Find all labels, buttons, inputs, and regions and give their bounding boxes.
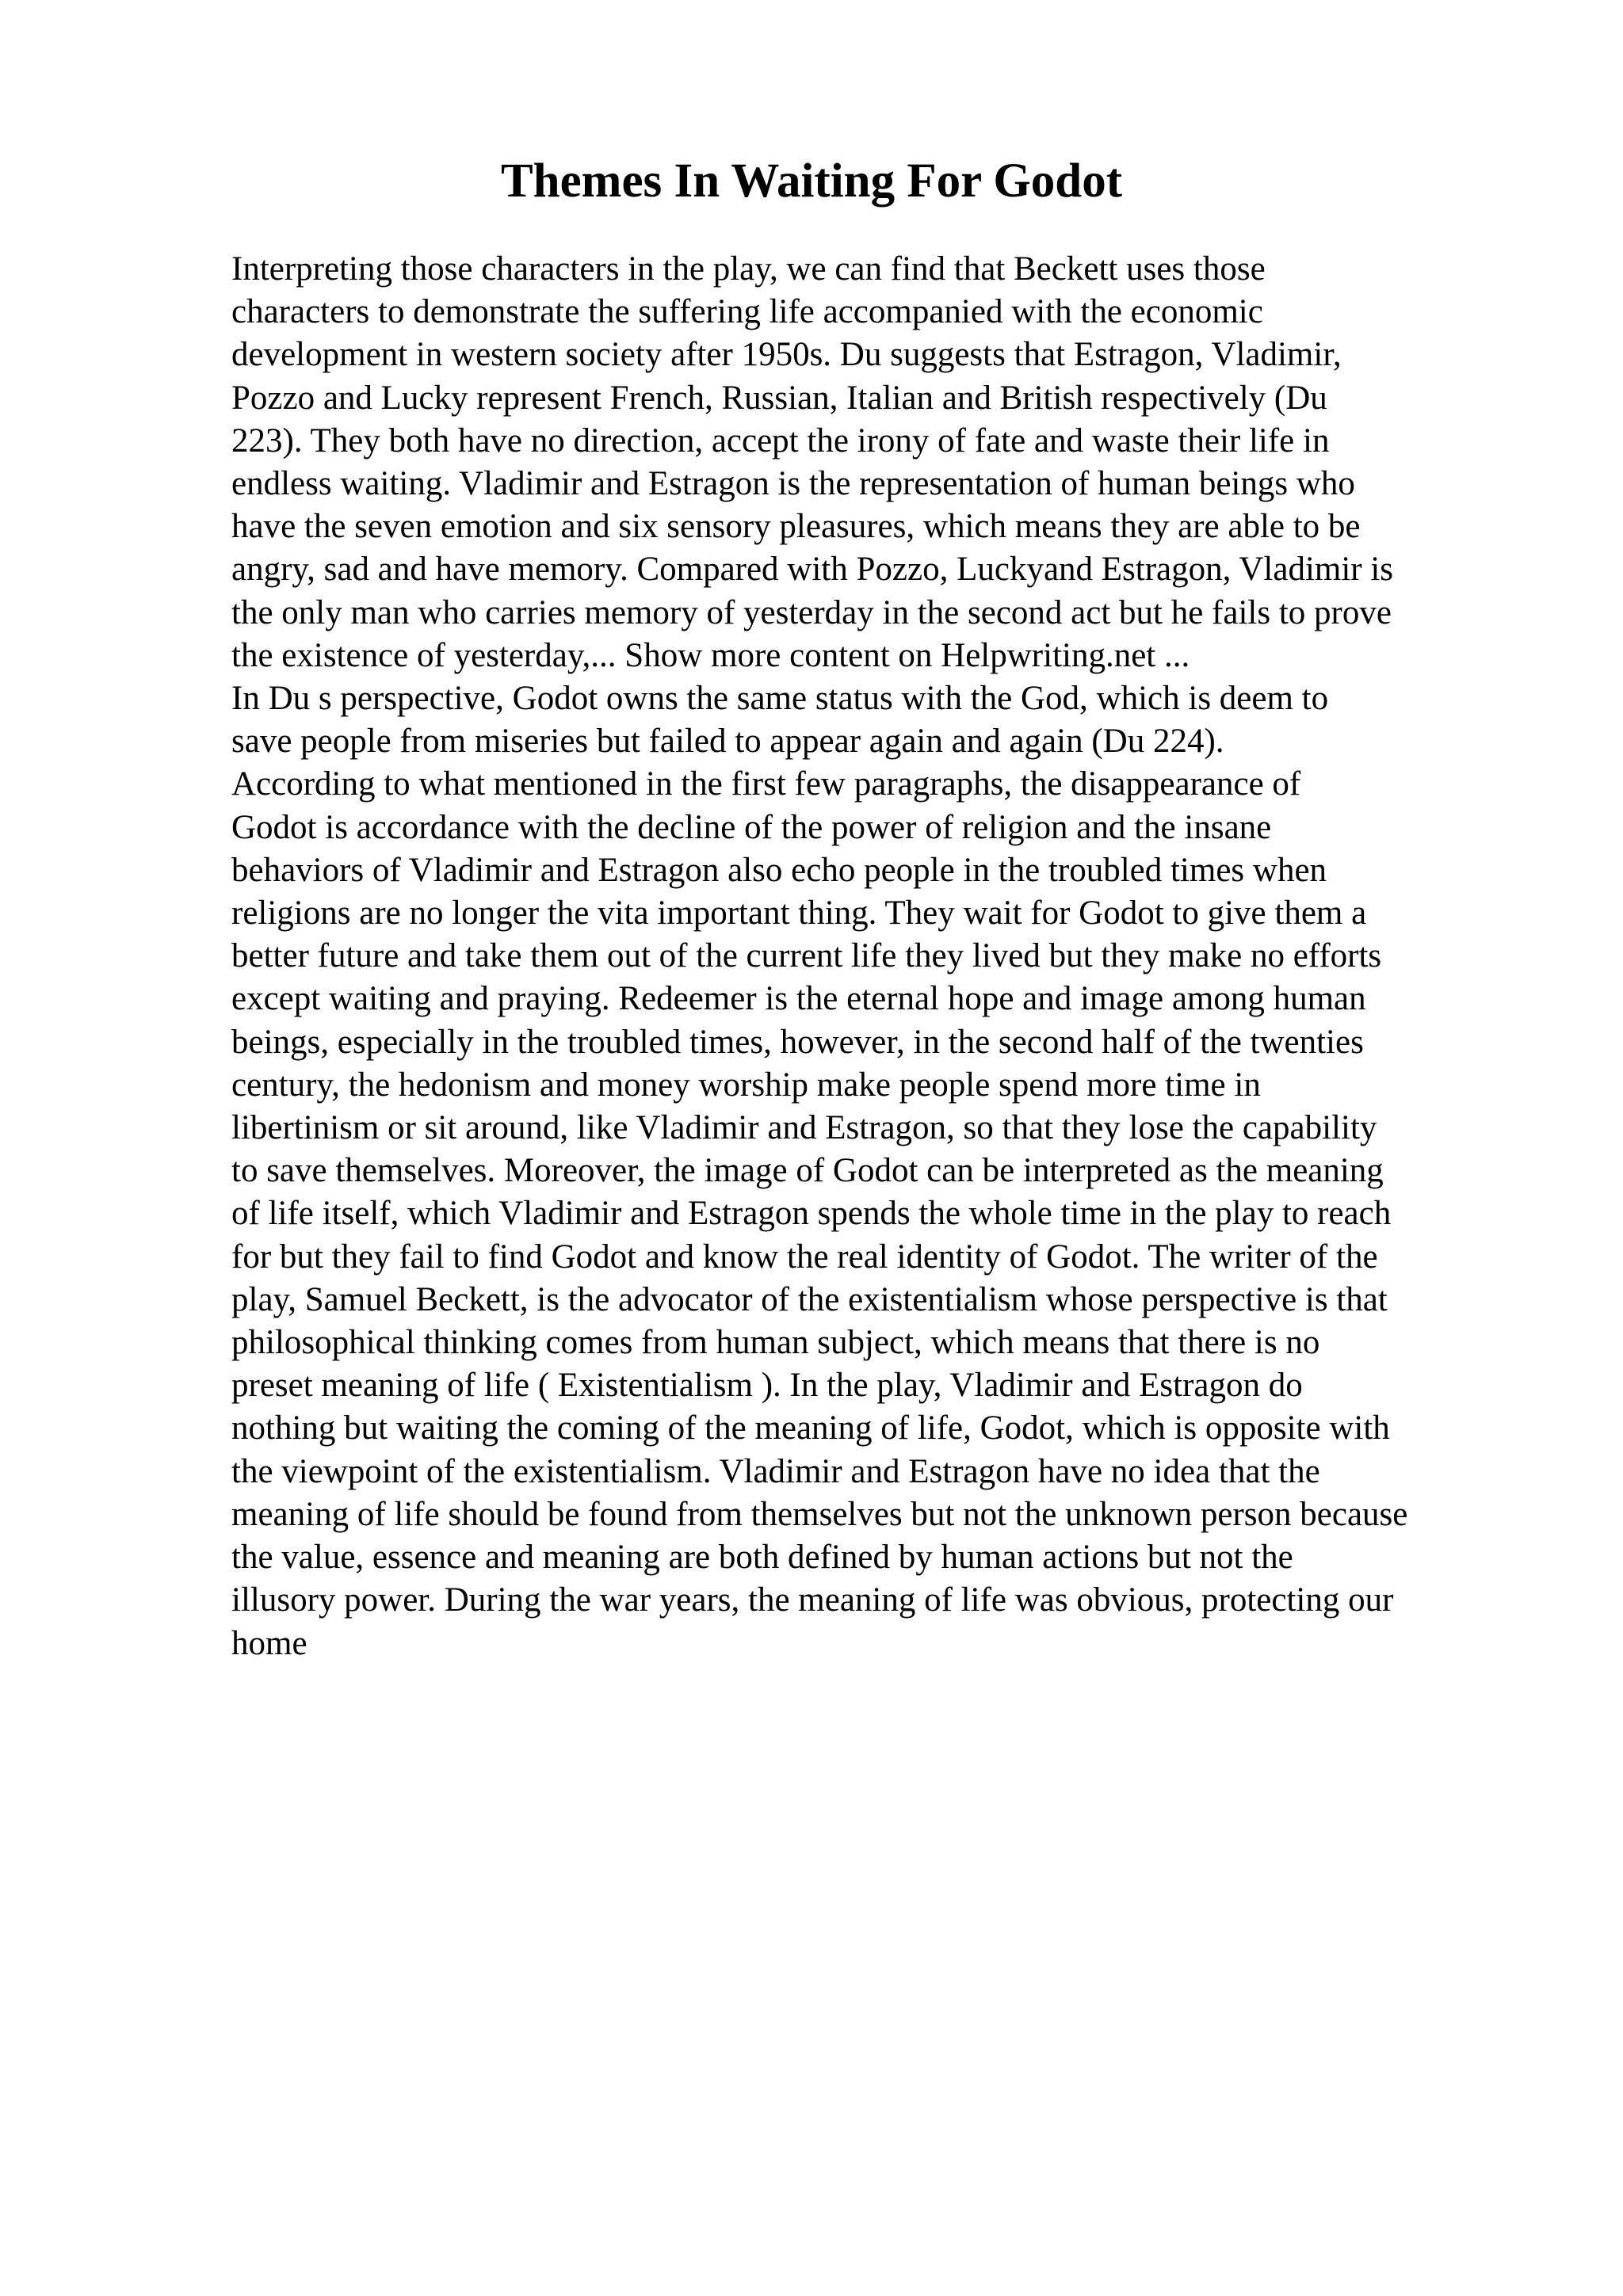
body-text-line: preset meaning of life ( Existentialism ). In the play, Vladimir and Estragon do: [231, 1367, 1303, 1405]
body-text-line: save people from miseries but failed to appear again and again (Du 224).: [231, 723, 1224, 761]
body-text-line: endless waiting. Vladimir and Estragon is the representation of human beings who: [231, 465, 1355, 503]
body-text-line: religions are no longer the vita important thing. They wait for Godot to give them a: [231, 894, 1367, 933]
body-text-line: for but they fail to find Godot and know the real identity of Godot. The writer of the: [231, 1238, 1378, 1276]
body-text-line: Interpreting those characters in the play, we can find that Beckett uses those: [231, 250, 1266, 288]
body-text-line: Godot is accordance with the decline of the power of religion and the insane: [231, 808, 1272, 846]
body-text-line: philosophical thinking comes from human subject, which means that there is no: [231, 1324, 1320, 1362]
body-text-line: development in western society after 1950s. Du suggests that Estragon, Vladimir,: [231, 336, 1342, 374]
body-text-line: behaviors of Vladimir and Estragon also echo people in the troubled times when: [231, 851, 1327, 889]
body-text-line: the only man who carries memory of yesterday in the second act but he fails to prove: [231, 593, 1392, 631]
document-title: Themes In Waiting For Godot: [500, 154, 1123, 208]
body-text-line: libertinism or sit around, like Vladimir and Estragon, so that they lose the capability: [231, 1109, 1377, 1147]
body-text-line: the viewpoint of the existentialism. Vladimir and Estragon have no idea that the: [231, 1452, 1320, 1490]
body-text-line: except waiting and praying. Redeemer is the eternal hope and image among human: [231, 980, 1366, 1018]
document-body: [231, 248, 1515, 1665]
body-text-line: of life itself, which Vladimir and Estragon spends the whole time in the play to reach: [231, 1195, 1392, 1233]
body-text-line: According to what mentioned in the first few paragraphs, the disappearance of: [231, 765, 1301, 803]
body-text-line: In Du s perspective, Godot owns the same status with the God, which is deem to: [231, 680, 1329, 718]
body-text-line: have the seven emotion and six sensory pleasures, which means they are able to be: [231, 508, 1361, 546]
body-text-line: angry, sad and have memory. Compared with Pozzo, Luckyand Estragon, Vladimir is: [231, 551, 1394, 589]
body-text-line: the value, essence and meaning are both defined by human actions but not the: [231, 1539, 1293, 1577]
body-text-line: beings, especially in the troubled times, however, in the second half of the twenties: [231, 1023, 1364, 1061]
body-text-line: home: [231, 1624, 307, 1662]
body-text-line: century, the hedonism and money worship make people spend more time in: [231, 1066, 1261, 1104]
body-text-line: Pozzo and Lucky represent French, Russian, Italian and British respectively (Du: [231, 379, 1327, 417]
body-text-line: characters to demonstrate the suffering life accompanied with the economic: [231, 293, 1263, 331]
body-text-line: illusory power. During the war years, the meaning of life was obvious, protecting our: [231, 1581, 1394, 1619]
body-text-line: better future and take them out of the current life they lived but they make no efforts: [231, 937, 1382, 975]
body-text-line: nothing but waiting the coming of the meaning of life, Godot, which is opposite with: [231, 1409, 1390, 1447]
body-text-line: play, Samuel Beckett, is the advocator of the existentialism whose perspective is that: [231, 1280, 1388, 1318]
body-text-line: 223). They both have no direction, accept the irony of fate and waste their life in: [231, 421, 1330, 460]
body-text-line: to save themselves. Moreover, the image of Godot can be interpreted as the meaning: [231, 1152, 1384, 1190]
body-text-line: the existence of yesterday,... Show more content on Helpwriting.net ...: [231, 636, 1190, 674]
body-text-line: meaning of life should be found from themselves but not the unknown person because: [231, 1495, 1408, 1533]
